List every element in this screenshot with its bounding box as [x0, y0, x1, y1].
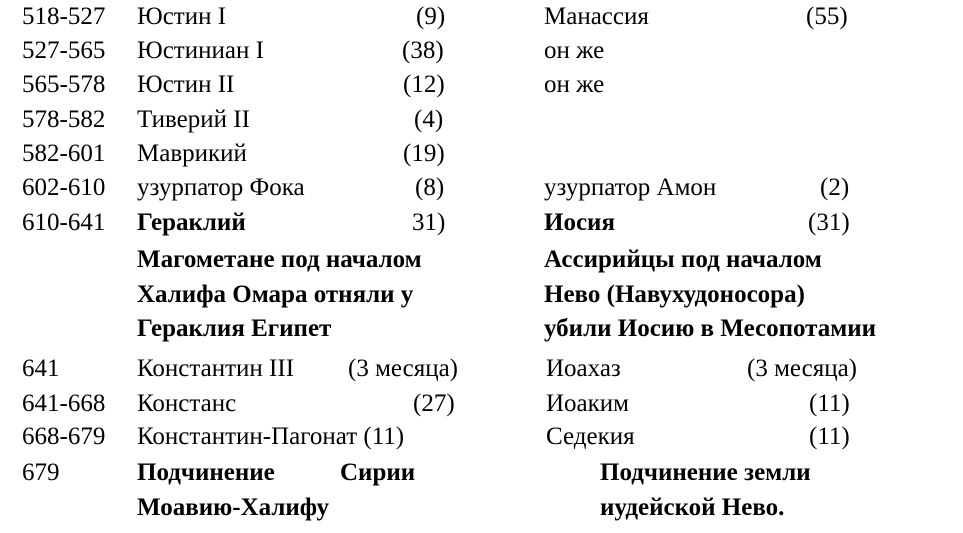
byzantine-ruler: Константин-Пагонат (11): [137, 423, 405, 450]
period: 641: [22, 355, 60, 382]
byzantine-ruler: Тиверий II: [137, 106, 250, 133]
byzantine-years: (3 месяца): [348, 355, 459, 382]
byzantine-event-line: Подчинение: [137, 459, 275, 486]
judean-ruler: узурпатор Амон: [544, 174, 717, 201]
byzantine-years: (12): [403, 71, 445, 98]
period: 602-610: [22, 174, 106, 201]
judean-ruler: Манассия: [544, 3, 649, 30]
judean-ruler: Иоаким: [546, 390, 629, 417]
judean-event-line: Подчинение земли: [600, 459, 811, 486]
judean-ruler: он же: [544, 37, 605, 64]
judean-years: (11): [809, 423, 850, 450]
judean-event-line: Ассирийцы под началом: [544, 246, 822, 273]
judean-event-line: иудейской Нево.: [600, 494, 785, 521]
judean-years: (2): [820, 174, 850, 201]
judean-years: (31): [808, 209, 850, 236]
byzantine-event-line: Сирии: [340, 459, 416, 486]
period: 527-565: [22, 37, 106, 64]
period: 679: [22, 459, 60, 486]
byzantine-ruler: Константин III: [137, 355, 295, 382]
judean-event-line: Нево (Навухудоносора): [544, 281, 805, 308]
period: 582-601: [22, 140, 106, 167]
byzantine-ruler: Юстиниан I: [137, 37, 264, 64]
judean-ruler: он же: [544, 71, 605, 98]
judean-years: (3 месяца): [747, 355, 858, 382]
byzantine-event-line: Магометане под началом: [137, 246, 422, 273]
byzantine-ruler: Юстин II: [137, 71, 235, 98]
judean-years: (55): [806, 3, 848, 30]
judean-ruler: Иоахаз: [546, 355, 621, 382]
judean-years: (11): [809, 390, 850, 417]
byzantine-years: (9): [416, 3, 446, 30]
judean-event-line: убили Иосию в Месопотамии: [544, 315, 877, 342]
byzantine-event-line: Моавию-Халифу: [137, 494, 329, 521]
byzantine-years: (19): [403, 140, 445, 167]
byzantine-ruler: Юстин I: [137, 3, 227, 30]
byzantine-years: (38): [402, 37, 444, 64]
byzantine-event-line: Халифа Омара отняли у: [137, 281, 414, 308]
byzantine-ruler: Гераклий: [137, 209, 246, 236]
judean-ruler: Иосия: [544, 209, 615, 236]
period: 565-578: [22, 71, 106, 98]
judean-ruler: Седекия: [546, 423, 635, 450]
period: 610-641: [22, 209, 106, 236]
period: 578-582: [22, 106, 106, 133]
byzantine-ruler: Констанс: [137, 390, 237, 417]
byzantine-years: (8): [415, 174, 445, 201]
byzantine-ruler: Маврикий: [137, 140, 247, 167]
period: 668-679: [22, 423, 106, 450]
period: 641-668: [22, 390, 106, 417]
byzantine-ruler: узурпатор Фока: [137, 174, 305, 201]
byzantine-years: (4): [414, 106, 444, 133]
byzantine-years: 31): [412, 209, 446, 236]
byzantine-event-line: Гераклия Египет: [137, 315, 332, 342]
byzantine-years: (27): [413, 390, 455, 417]
period: 518-527: [22, 3, 106, 30]
